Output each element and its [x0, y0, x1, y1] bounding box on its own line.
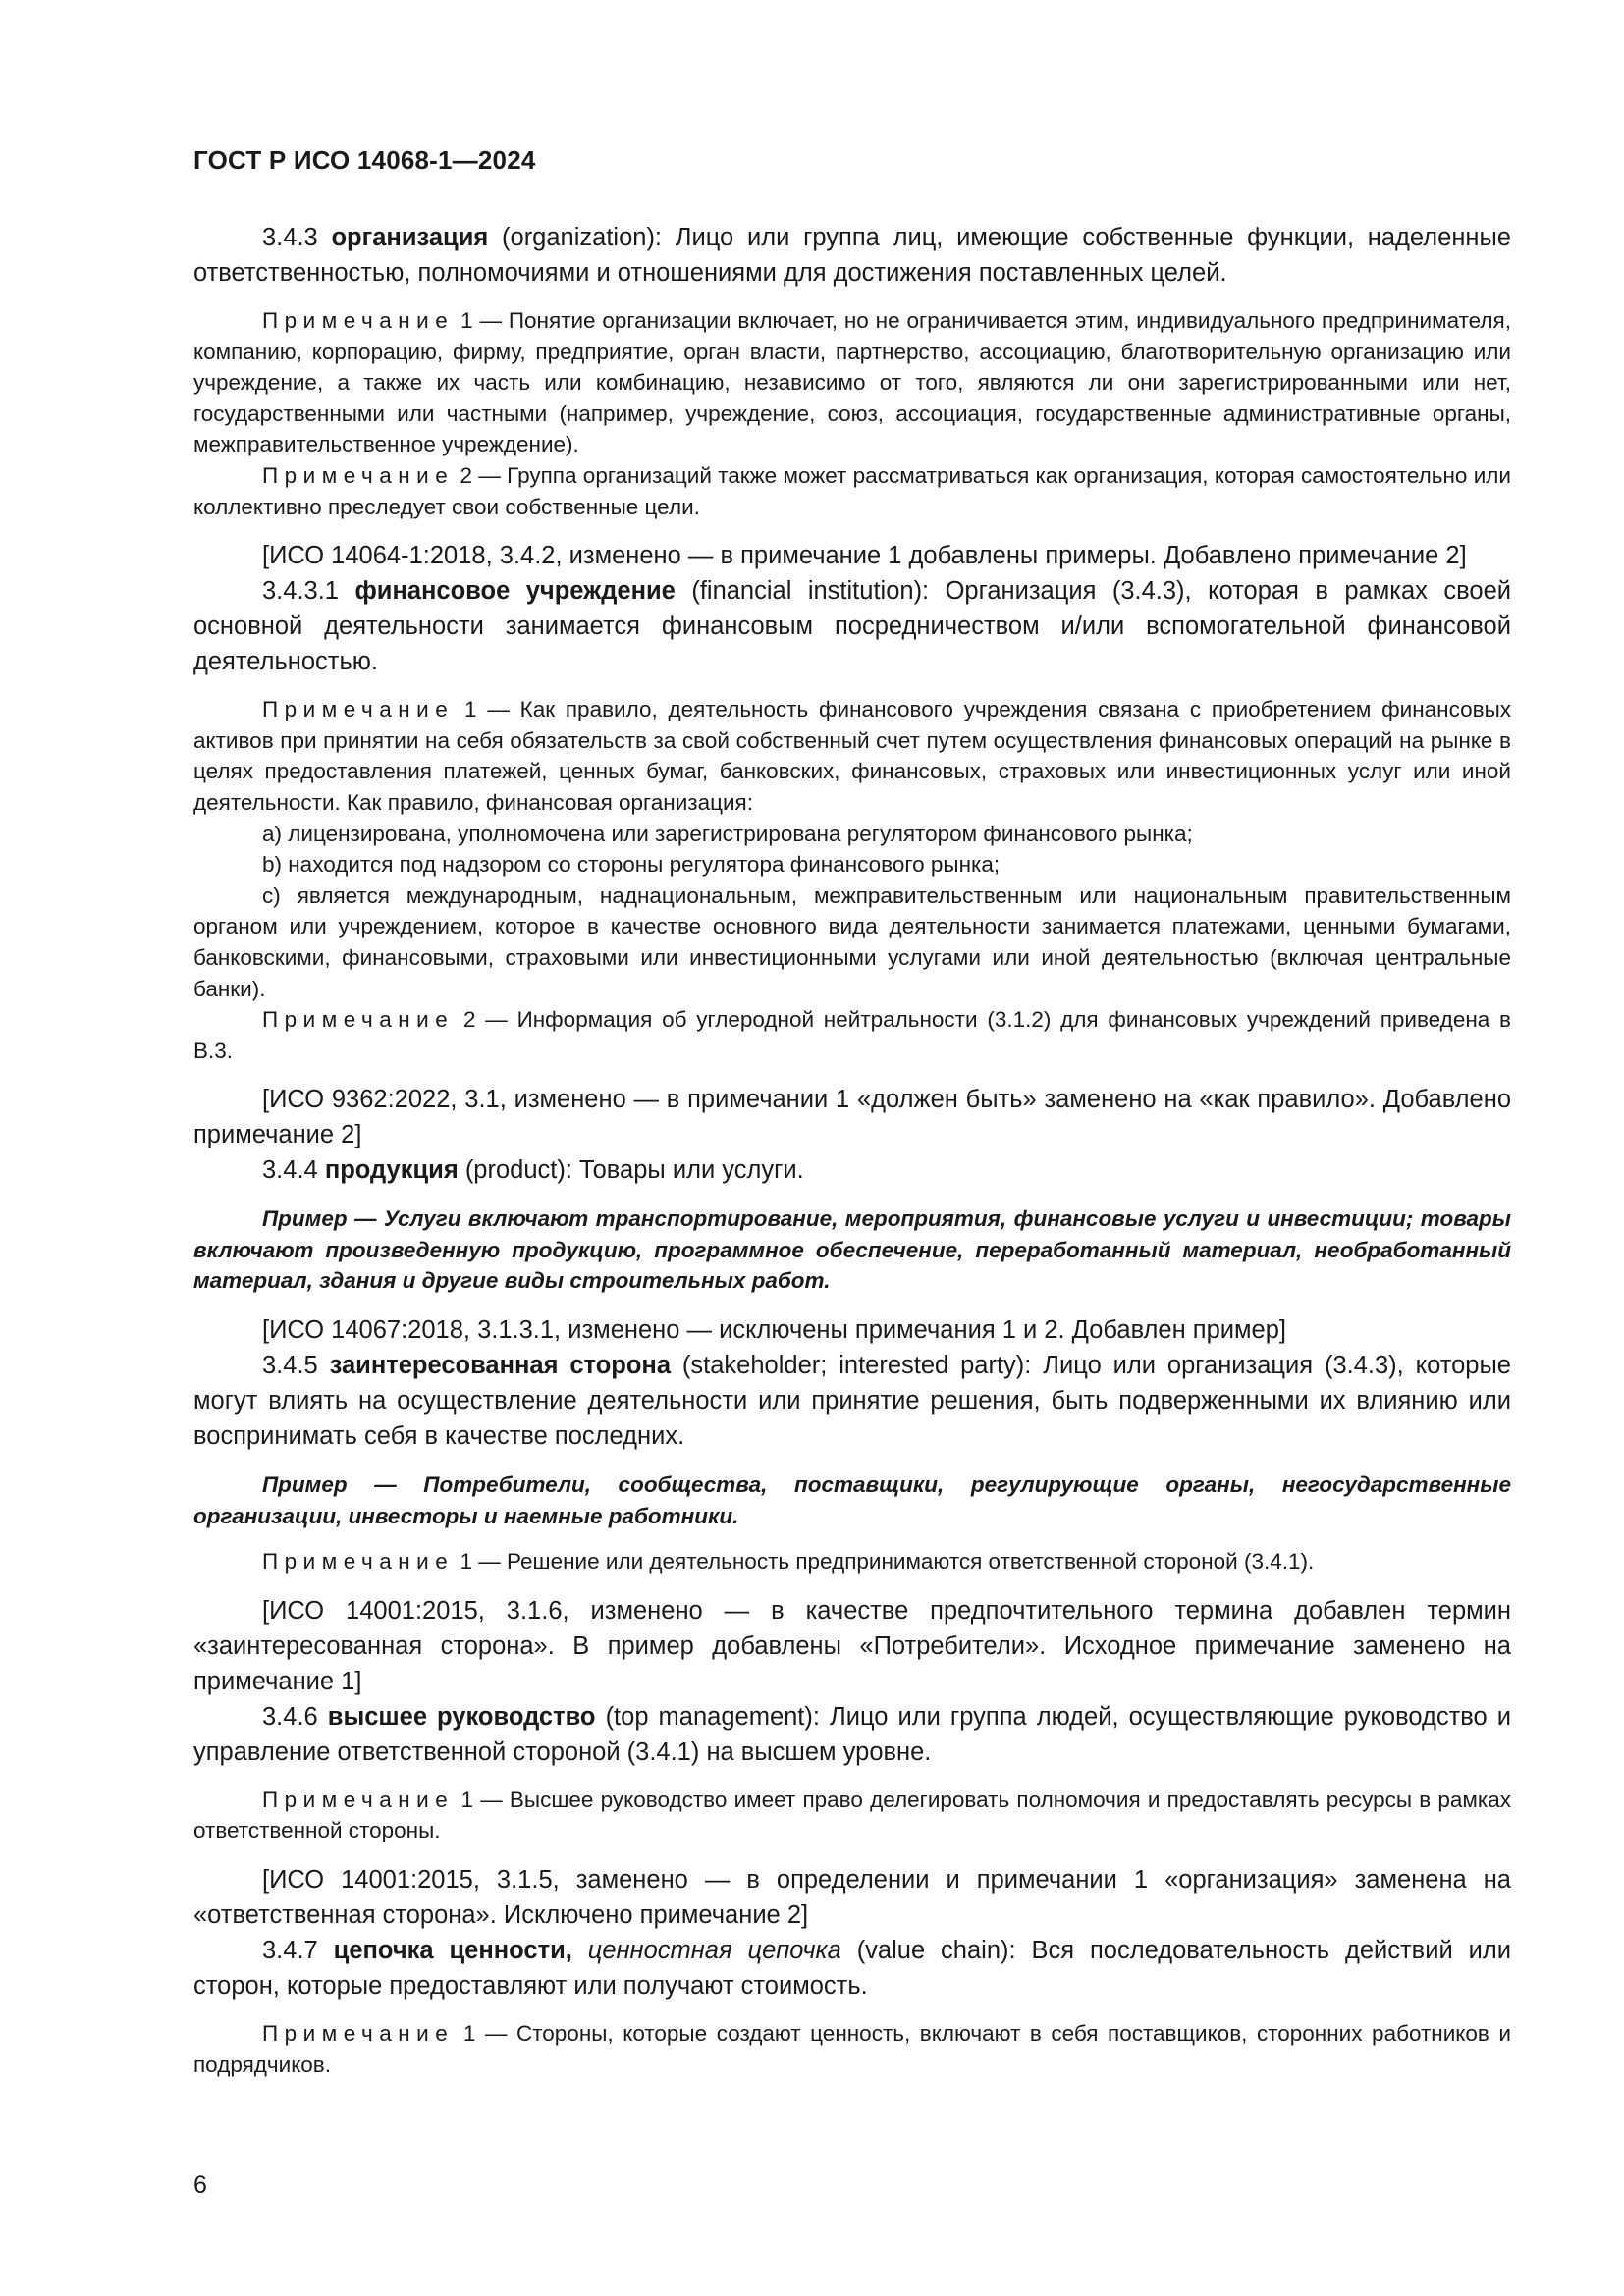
term-number: 3.4.6 [262, 1702, 318, 1731]
note-text: 1 — Как правило, деятельность финансового учреждения связана с приобретением финансовых активов при принятии на себя обязательств за свой собственный счет путем осуществления финансовых операций на рынке в целях предоставления платежей, ценных бумаг, банковских, финансовых, страховых или инвестиционных услуг или иной деятельности. Как правило, финансовая организация: [193, 697, 1511, 815]
term-3-4-6 [193, 1699, 1511, 1770]
list-item: c) является международным, наднациональным, межправительственным или национальным правительственным органом или учреждением, которое в качестве основного вида деятельности занимается платежами, ценными бумагами, банковскими, финансовыми, страховыми или инвестиционными услугами или иной деятельностью (включая центральные банки). [193, 882, 1511, 1001]
term-definition: (stakeholder; interested party): Лицо или организация (3.4.3), которые могут влиять на осуществление деятельности или принятие решения, быть подверженными их влиянию или воспринимать себя в качестве последних. [193, 1352, 1511, 1451]
note-label: Примечание [262, 308, 455, 333]
list-item: b) находится под надзором со стороны регулятора финансового рынка; [262, 852, 1001, 878]
note [193, 2018, 1511, 2080]
note [193, 1546, 1511, 1577]
term-title: заинтересованная сторона [329, 1352, 672, 1380]
source-reference: [ИСО 14001:2015, 3.1.6, изменено — в качестве предпочтительного термина добавлен термин «заинтересованная сторона». В пример добавлены «Потребители». Исходное примечание заменено на примечание 1] [193, 1596, 1511, 1695]
example: Пример — Потребители, сообщества, поставщики, регулирующие органы, негосударственные организации, инвесторы и наемные работники. [193, 1472, 1511, 1528]
note-text: 1 — Решение или деятельность предпринимаются ответственной стороной (3.4.1). [460, 1549, 1315, 1575]
term-definition: (financial institution): Организация (3.4.3), которая в рамках своей основной деятельности занимается финансовым посредничеством и/или вспомогательной финансовой деятельностью. [193, 577, 1511, 676]
term-title: организация [331, 224, 489, 251]
term-number: 3.4.4 [262, 1156, 318, 1185]
document-body [193, 220, 1511, 2080]
source-reference: [ИСО 14064-1:2018, 3.4.2, изменено — в примечание 1 добавлены примеры. Добавлено примечание 2] [262, 542, 1467, 570]
note [193, 1004, 1511, 1066]
note-label: Примечание [262, 1549, 455, 1575]
example: Пример — Услуги включают транспортирование, мероприятия, финансовые услуги и инвестиции; товары включают произведенную продукцию, программное обеспечение, переработанный материал, необработанный материал, здания и другие виды строительных работ. [193, 1206, 1511, 1294]
term-number: 3.4.3.1 [262, 577, 339, 606]
term-title: высшее руководство [327, 1702, 596, 1731]
term-title: продукция [324, 1156, 459, 1185]
note-label: Примечание [262, 1787, 455, 1812]
term-definition: (top management): Лицо или группа людей, осуществляющие руководство и управление ответственной стороной (3.4.1) на высшем уровне. [193, 1702, 1511, 1766]
note-text: 1 — Понятие организации включает, но не ограничивается этим, индивидуального предпринимателя, компанию, корпорацию, фирму, предприятие, орган власти, партнерство, ассоциацию, благотворительную организацию или учреждение, а также их часть или комбинацию, независимо от того, являются ли они зарегистрированными или нет, государственными или частными (например, учреждение, союз, ассоциация, государственные административные органы, межправительственное учреждение). [193, 308, 1511, 457]
document-header: ГОСТ Р ИСО 14068-1—2024 [193, 145, 536, 175]
page-number: 6 [193, 2171, 207, 2199]
term-title: финансовое учреждение [354, 577, 676, 606]
note [193, 694, 1511, 818]
note-label: Примечание [262, 462, 455, 488]
term-definition: (organization): Лицо или группа лиц, имеющие собственные функции, наделенные ответственностью, полномочиями и отношениями для достижения поставленных целей. [193, 224, 1511, 287]
note-text: 1 — Высшее руководство имеет право делегировать полномочия и предоставлять ресурсы в рамках ответственной стороны. [193, 1787, 1511, 1843]
note [193, 305, 1511, 460]
note-text: 2 — Информация об углеродной нейтральности (3.1.2) для финансовых учреждений приведена в B.3. [193, 1007, 1511, 1063]
term-number: 3.4.7 [262, 1937, 318, 1965]
note [193, 460, 1511, 522]
term-3-4-5 [193, 1348, 1511, 1454]
term-synonym: ценностная цепочка [587, 1937, 841, 1965]
term-definition: (product): Товары или услуги. [464, 1156, 804, 1185]
term-3-4-3 [193, 220, 1511, 291]
source-reference: [ИСО 14067:2018, 3.1.3.1, изменено — исключены примечания 1 и 2. Добавлен пример] [262, 1316, 1286, 1345]
list-item: a) лицензирована, уполномочена или зарегистрирована регулятором финансового рынка; [262, 821, 1193, 846]
note-text: 1 — Стороны, которые создают ценность, включают в себя поставщиков, сторонних работников и подрядчиков. [193, 2021, 1511, 2077]
term-title: цепочка ценности, [333, 1937, 572, 1965]
source-reference: [ИСО 14001:2015, 3.1.5, заменено — в определении и примечании 1 «организация» заменена на «ответственная сторона». Исключено примечание 2] [193, 1866, 1511, 1930]
term-3-4-3-1 [193, 573, 1511, 679]
term-number: 3.4.3 [262, 224, 318, 251]
term-definition: (value chain): Вся последовательность действий или сторон, которые предоставляют или получают стоимость. [193, 1937, 1511, 2001]
note-label: Примечание [262, 697, 455, 722]
note-label: Примечание [262, 2021, 455, 2047]
note [193, 1785, 1511, 1846]
term-3-4-4 [193, 1152, 1511, 1188]
note-text: 2 — Группа организаций также может рассматриваться как организация, которая самостоятельно или коллективно преследует свои собственные цели. [193, 462, 1511, 519]
term-number: 3.4.5 [262, 1352, 318, 1380]
source-reference: [ИСО 9362:2022, 3.1, изменено — в примечании 1 «должен быть» заменено на «как правило». Добавлено примечание 2] [193, 1086, 1511, 1149]
note-label: Примечание [262, 1007, 455, 1033]
term-3-4-7 [193, 1933, 1511, 2003]
